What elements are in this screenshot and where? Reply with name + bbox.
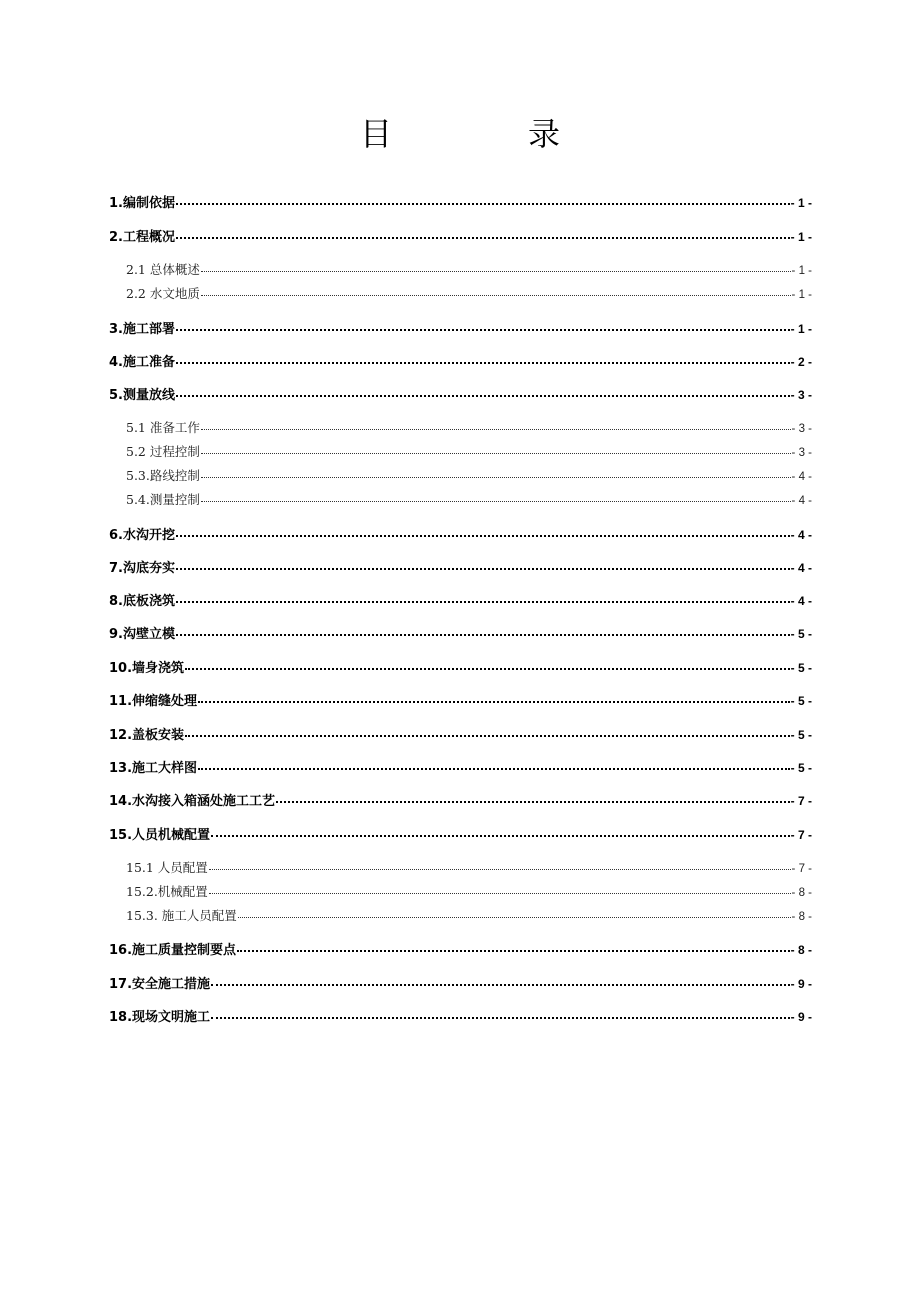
toc-entry[interactable] [109,657,812,679]
toc-page-number: - 7 - [791,863,812,875]
toc-page-number: - 9 - [790,977,812,991]
toc-subentry[interactable] [109,466,812,486]
toc-page-number: - 7 - [790,794,812,808]
dot-leader [201,453,791,454]
toc-entry[interactable] [109,524,812,546]
toc-entry-title: 3.施工部署 [109,322,175,337]
dot-leader [201,271,791,272]
toc-page-number: - 1 - [791,289,812,301]
toc-entry[interactable] [109,724,812,746]
toc-page-number: - 5 - [790,761,812,775]
toc-page-number: - 5 - [790,627,812,641]
dot-leader [176,634,790,636]
toc-entry[interactable] [109,318,812,340]
page-title: 目 录 [359,115,612,153]
toc-page-number: - 5 - [790,728,812,742]
toc-entry[interactable] [109,690,812,712]
toc-entry[interactable] [109,557,812,579]
toc-entry-title: 13.施工大样图 [109,761,198,776]
toc-entry-title: 8.底板浇筑 [109,594,175,609]
toc-entry-title: 10.墙身浇筑 [109,661,185,676]
dot-leader [238,917,791,918]
toc-page-number: - 3 - [791,447,812,459]
dot-leader [209,893,791,894]
toc-page-number: - 8 - [790,943,812,957]
dot-leader [201,295,791,296]
toc-page-number: - 4 - [790,528,812,542]
toc-entry-title: 2.2 水文地质 [126,286,200,301]
toc-page-number: - 5 - [790,661,812,675]
toc-entry-title: 12.盖板安装 [109,728,185,743]
toc-entry-title: 5.4.测量控制 [126,492,200,507]
toc-page-number: - 8 - [791,887,812,899]
toc-entry[interactable] [109,939,812,961]
dot-leader [176,362,790,364]
dot-leader [201,501,791,502]
toc-page-number: - 2 - [790,355,812,369]
toc-entry[interactable] [109,790,812,812]
toc-entry-title: 5.3.路线控制 [126,468,200,483]
dot-leader [176,237,790,239]
toc-page-number: - 4 - [791,471,812,483]
dot-leader [237,950,790,952]
toc-entry[interactable] [109,192,812,214]
toc-entry-title: 7.沟底夯实 [109,561,175,576]
toc-entry-title: 4.施工准备 [109,355,175,370]
toc-entry-title: 14.水沟接入箱涵处施工工艺 [109,794,276,809]
toc-entry[interactable] [109,351,812,373]
dot-leader [198,768,790,770]
dot-leader [176,329,790,331]
toc-entry-title: 15.人员机械配置 [109,828,211,843]
toc-subentry[interactable] [109,490,812,510]
toc-entry[interactable] [109,590,812,612]
dot-leader [276,801,790,803]
toc-page-number: - 8 - [791,911,812,923]
dot-leader [185,668,790,670]
toc-entry[interactable] [109,973,812,995]
toc-page-number: - 4 - [790,561,812,575]
dot-leader [198,701,790,703]
toc-page-number: - 3 - [790,388,812,402]
toc-entry-title: 17.安全施工措施 [109,977,211,992]
toc-entry-title: 5.2 过程控制 [126,444,200,459]
toc-subentry[interactable] [109,284,812,304]
dot-leader [209,869,791,870]
toc-subentry[interactable] [109,858,812,878]
toc-subentry[interactable] [109,882,812,902]
toc-subentry[interactable] [109,442,812,462]
toc-entry[interactable] [109,226,812,248]
toc-entry-title: 6.水沟开挖 [109,528,175,543]
toc-entry[interactable] [109,384,812,406]
toc-entry-title: 5.1 准备工作 [126,420,200,435]
toc-page-number: - 4 - [791,495,812,507]
dot-leader [211,1017,790,1019]
dot-leader [176,203,790,205]
toc-page-number: - 1 - [791,265,812,277]
toc-entry[interactable] [109,1006,812,1028]
toc-page-number: - 7 - [790,828,812,842]
dot-leader [201,477,791,478]
toc-page-number: - 4 - [790,594,812,608]
toc-entry-title: 16.施工质量控制要点 [109,943,237,958]
toc-entry-title: 15.1 人员配置 [126,860,208,875]
dot-leader [211,984,790,986]
dot-leader [176,395,790,397]
dot-leader [176,535,790,537]
toc-entry[interactable] [109,757,812,779]
toc-page-number: - 5 - [790,694,812,708]
dot-leader [185,735,790,737]
toc-entry-title: 11.伸缩缝处理 [109,694,198,709]
toc-page-number: - 1 - [790,196,812,210]
toc-entry[interactable] [109,623,812,645]
toc-entry-title: 2.工程概况 [109,230,175,245]
dot-leader [211,835,790,837]
toc-entry-title: 15.2.机械配置 [126,884,208,899]
toc-entry-title: 1.编制依据 [109,196,175,211]
toc-subentry[interactable] [109,906,812,926]
toc-entry-title: 18.现场文明施工 [109,1010,211,1025]
toc-entry-title: 5.测量放线 [109,388,175,403]
toc-page-number: - 9 - [790,1010,812,1024]
toc-subentry[interactable] [109,418,812,438]
toc-page-number: - 3 - [791,423,812,435]
toc-entry[interactable] [109,824,812,846]
toc-entry-title: 9.沟壁立模 [109,627,175,642]
dot-leader [176,601,790,603]
toc-page-number: - 1 - [790,322,812,336]
toc-page-number: - 1 - [790,230,812,244]
dot-leader [176,568,790,570]
dot-leader [201,429,791,430]
toc-entry-title: 15.3. 施工人员配置 [126,908,237,923]
toc-entry-title: 2.1 总体概述 [126,262,200,277]
toc-subentry[interactable] [109,260,812,280]
